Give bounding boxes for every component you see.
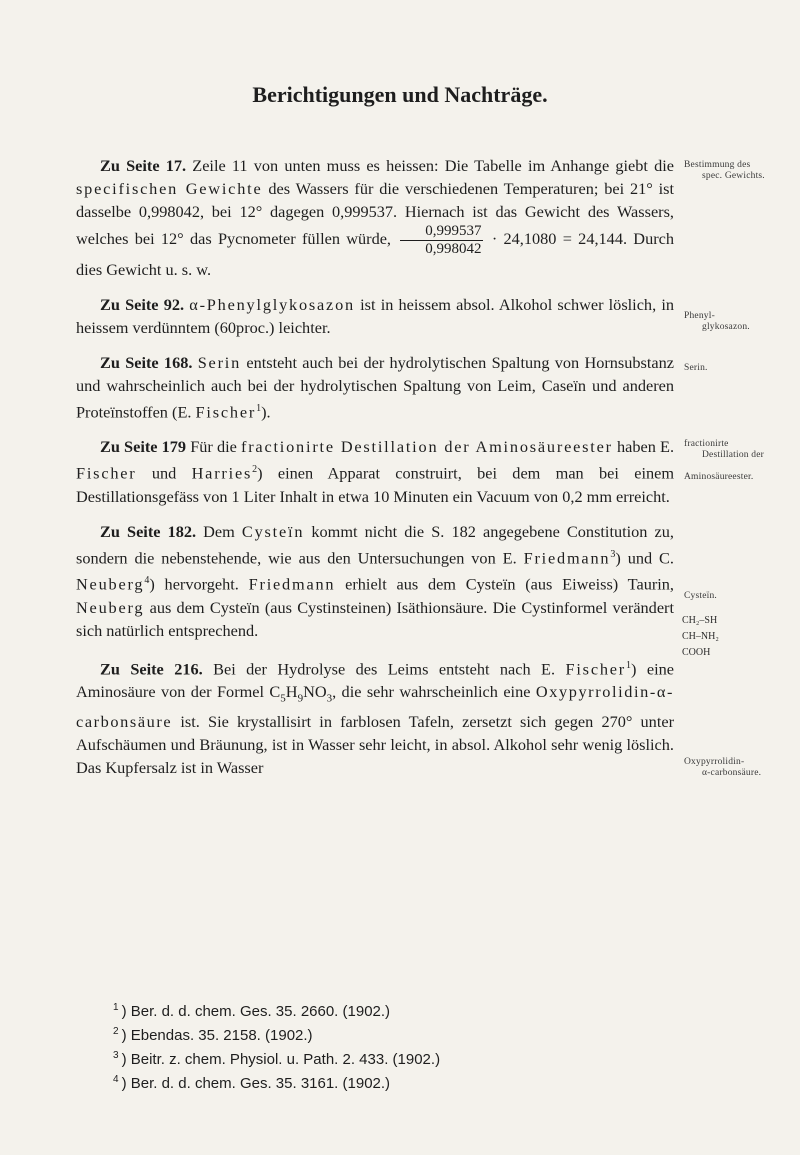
paragraph-seite-17 (76, 154, 674, 281)
paragraph-seite-168 (76, 351, 674, 423)
margin-text: glykosazon. (702, 322, 750, 332)
footnote-ref: 1 (626, 659, 632, 671)
margin-text: fractionirte (684, 439, 729, 449)
section-heading: Zu Seite 17. (100, 156, 187, 175)
section-heading: Zu Seite 168. (100, 353, 193, 372)
formula-line: CH₂–SH (682, 615, 718, 626)
author-name: Neuberg (76, 574, 145, 594)
text: ist in heissem absol. Alkohol schwer löslich, in heissem verdünntem (60proc.) leichter. (76, 295, 674, 337)
emphasis: specifischen Gewichte (76, 179, 263, 198)
margin-note-serin (684, 363, 796, 374)
paragraph-seite-182 (76, 520, 674, 642)
author-name: Fischer (565, 659, 627, 679)
footnote-ref: 1 (256, 403, 262, 414)
section-heading: Zu Seite 179 (100, 437, 187, 457)
text: NO (303, 682, 327, 702)
footnote-ref: 2 (252, 464, 258, 476)
margin-text: Aminosäureester. (684, 472, 754, 482)
fraction (400, 223, 482, 258)
text: ) eine Aminosäure von der Formel C (76, 659, 674, 702)
margin-note-phenylglykosazon (684, 311, 796, 333)
footnote-ref: 4 (144, 575, 150, 587)
margin-text: Destillation der (702, 450, 765, 460)
footnote-text: Ebendas. 35. 2158. (1902.) (130, 1027, 313, 1044)
paragraph-seite-179 (76, 435, 674, 507)
author-name: Fischer (195, 402, 257, 422)
text: Bei der Hydrolyse des Leims entsteht nach E. (202, 659, 566, 679)
text: kommt nicht die S. 182 angegebene Constitution zu, sondern die nebenstehende, wie aus den Untersuchungen von E. (76, 521, 674, 568)
margin-text: Cysteïn. (684, 591, 718, 601)
text: und (136, 463, 192, 483)
author-name: Fischer (76, 463, 137, 483)
text: Dem (196, 521, 242, 541)
margin-text: Oxypyrrolidin- (684, 757, 745, 767)
footnote-number: 1 (113, 1002, 119, 1013)
text: haben E. (612, 437, 675, 457)
margin-note-spec-gewicht (684, 160, 796, 182)
fraction-numerator: 0,999537 (400, 223, 482, 241)
section-heading: Zu Seite 92. (100, 295, 185, 314)
section-heading: Zu Seite 182. (100, 521, 197, 541)
footnote-text: Beitr. z. chem. Physiol. u. Path. 2. 433. (1902.) (130, 1051, 441, 1068)
margin-note-cystein (684, 591, 796, 602)
footnotes (113, 998, 673, 1094)
footnote: $^2$ ) Ebendas. 35. 2158. (1902.) (113, 1026, 313, 1044)
subscript: 9 (297, 692, 304, 705)
page-title: Berichtigungen und Nachträge. (252, 82, 548, 107)
section-heading: Zu Seite 216. (100, 659, 203, 679)
author-name: Harries (191, 463, 253, 483)
fraction-denominator: 0,998042 (425, 241, 482, 257)
footnote: $^4$ ) Ber. d. d. chem. Ges. 35. 3161. (1902.) (113, 1074, 391, 1092)
margin-text: Serin. (684, 363, 708, 373)
footnote-text: Ber. d. d. chem. Ges. 35. 3161. (1902.) (130, 1075, 391, 1092)
footnote-ref: 3 (610, 548, 616, 560)
paragraph-seite-92 (76, 293, 674, 339)
text: entsteht auch bei der hydrolytischen Spaltung von Hornsubstanz und wahrscheinlich auch bei der hydrolytischen Spaltung von Leim, Caseïn und anderen Proteïnstoffen (E. (76, 353, 674, 422)
margin-text: Bestimmung des (684, 160, 751, 170)
margin-text: α-carbonsäure. (702, 768, 762, 778)
author-name: Neuberg (76, 597, 145, 617)
text: ) und C. (615, 548, 674, 568)
emphasis: Oxypyrrolidin-α-carbonsäure (76, 682, 674, 732)
formula-line: CH–NH₂ (682, 631, 719, 642)
subscript: 3 (326, 692, 333, 705)
footnote-text: Ber. d. d. chem. Ges. 35. 2660. (1902.) (130, 1003, 391, 1020)
text: ). (261, 402, 271, 422)
emphasis: α-Phenylglykosazon (189, 295, 355, 314)
margin-text: Phenyl- (684, 311, 715, 321)
text: ) einen Apparat construirt, bei dem man bei einem Destillationsgefäss von 1 Liter Inhalt in etwa 10 Minuten ein Vacuum von 0,2 mm erreicht. (76, 463, 675, 506)
paragraph-seite-216 (76, 654, 674, 780)
margin-note-destillation (684, 439, 796, 483)
text: Für die (186, 437, 241, 457)
footnote: $^1$ ) Ber. d. d. chem. Ges. 35. 2660. (1902.) (113, 1002, 391, 1020)
text: des Wassers für die verschiedenen Temperaturen; bei 21° ist dasselbe 0,998042, bei 12° dagegen 0,999537. Hiernach ist das Gewicht des Wassers, welches bei 12° das Pycnometer füllen würde, (76, 179, 674, 249)
main-text (76, 154, 674, 791)
text: ist. Sie krystallisirt in farblosen Tafeln, zersetzt sich gegen 270° unter Aufschäumen und Bräunung, ist in Wasser sehr leicht, in absol. Alkohol sehr wenig löslich. Das Kupfersalz ist in Wasser (76, 712, 674, 778)
author-name: Friedmann (523, 548, 611, 568)
text: erhielt aus dem Cysteïn (aus Eiweiss) Taurin, (335, 574, 674, 594)
text: Zeile 11 von unten muss es heissen: Die Tabelle im Anhange giebt die (186, 156, 674, 175)
text: · 24,1080 = 24,144. Durch dies Gewicht u. s. w. (76, 229, 674, 279)
emphasis: Cysteïn (241, 521, 305, 541)
footnote: $^3$ ) Beitr. z. chem. Physiol. u. Path. 2. 433. (1902.) (113, 1050, 441, 1068)
emphasis: Serin (197, 353, 242, 372)
text: ) hervorgeht. (149, 574, 249, 594)
text: , die sehr wahrscheinlich eine (332, 682, 536, 702)
author-name: Friedmann (248, 574, 336, 594)
text: H (285, 682, 298, 702)
formula-line: COOH (682, 647, 711, 658)
footnote-number: 4 (113, 1074, 119, 1085)
footnote-number: 2 (113, 1026, 119, 1037)
cystein-structural-formula (682, 615, 772, 663)
text: aus dem Cysteïn (aus Cystinsteinen) Isäthionsäure. Die Cystinformel verändert sich natürlich entsprechend. (76, 597, 674, 640)
footnote-number: 3 (113, 1050, 119, 1061)
margin-text: spec. Gewichts. (702, 171, 765, 181)
subscript: 5 (280, 692, 286, 705)
margin-note-oxypyrrolidin (684, 757, 796, 779)
emphasis: fractionirte Destillation der Aminosäureester (240, 437, 613, 457)
